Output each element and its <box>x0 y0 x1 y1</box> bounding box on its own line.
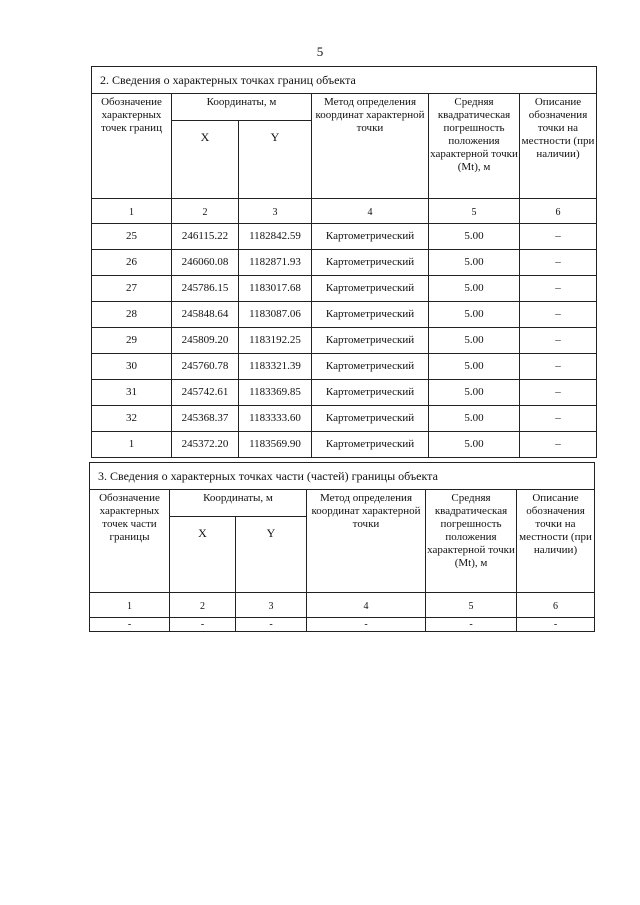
method: Картометрический <box>312 406 429 432</box>
header-x: X <box>170 517 236 593</box>
error-mt: 5.00 <box>429 328 520 354</box>
method: Картометрический <box>312 250 429 276</box>
coord-x: 245368.37 <box>172 406 239 432</box>
description: – <box>520 406 597 432</box>
error-mt: 5.00 <box>429 224 520 250</box>
coord-x: 245742.61 <box>172 380 239 406</box>
method: - <box>307 618 426 632</box>
coord-y: 1183017.68 <box>239 276 312 302</box>
method: Картометрический <box>312 380 429 406</box>
coord-x: 246115.22 <box>172 224 239 250</box>
description: – <box>520 250 597 276</box>
table-row <box>92 302 597 328</box>
error-mt: - <box>426 618 517 632</box>
table-row <box>92 250 597 276</box>
header-method: Метод определения координат характерной точки <box>307 490 426 593</box>
coord-y: 1183192.25 <box>239 328 312 354</box>
column-number: 2 <box>170 593 236 618</box>
point-id: 32 <box>92 406 172 432</box>
error-mt: 5.00 <box>429 250 520 276</box>
header-method: Метод определения координат характерной точки <box>312 94 429 199</box>
table-row <box>92 406 597 432</box>
error-mt: 5.00 <box>429 380 520 406</box>
coord-y: 1183569.90 <box>239 432 312 458</box>
column-numbers-row <box>90 593 595 618</box>
method: Картометрический <box>312 328 429 354</box>
header-description: Описание обозначения точки на местности (при наличии) <box>517 490 595 593</box>
part-boundary-points-table <box>89 462 595 632</box>
description: – <box>520 276 597 302</box>
point-id: 28 <box>92 302 172 328</box>
header-description: Описание обозначения точки на местности (при наличии) <box>520 94 597 199</box>
header-designation: Обозначение характерных точек части границы <box>90 490 170 593</box>
header-y: Y <box>239 121 312 199</box>
table-row <box>92 224 597 250</box>
point-id: 25 <box>92 224 172 250</box>
column-number: 1 <box>92 199 172 224</box>
method: Картометрический <box>312 302 429 328</box>
boundary-points-table <box>91 66 597 458</box>
description: – <box>520 354 597 380</box>
header-coords: Координаты, м <box>172 94 312 121</box>
section-title: 2. Сведения о характерных точках границ объекта <box>92 67 597 94</box>
error-mt: 5.00 <box>429 302 520 328</box>
column-number: 6 <box>517 593 595 618</box>
coord-x: 245372.20 <box>172 432 239 458</box>
column-number: 3 <box>236 593 307 618</box>
column-number: 3 <box>239 199 312 224</box>
coord-x: 245786.15 <box>172 276 239 302</box>
coord-x: 245760.78 <box>172 354 239 380</box>
header-coords: Координаты, м <box>170 490 307 517</box>
description: – <box>520 302 597 328</box>
coord-x: 245848.64 <box>172 302 239 328</box>
coord-x: 246060.08 <box>172 250 239 276</box>
error-mt: 5.00 <box>429 354 520 380</box>
page-number: 5 <box>316 44 324 59</box>
table-row <box>92 354 597 380</box>
point-id: 31 <box>92 380 172 406</box>
column-number: 5 <box>429 199 520 224</box>
column-number: 6 <box>520 199 597 224</box>
coord-y: 1182871.93 <box>239 250 312 276</box>
coord-x: - <box>170 618 236 632</box>
table-row <box>92 432 597 458</box>
coord-y: 1183087.06 <box>239 302 312 328</box>
point-id: 29 <box>92 328 172 354</box>
coord-y: 1183369.85 <box>239 380 312 406</box>
column-number: 4 <box>307 593 426 618</box>
coord-y: 1183333.60 <box>239 406 312 432</box>
coord-y: 1182842.59 <box>239 224 312 250</box>
error-mt: 5.00 <box>429 276 520 302</box>
column-numbers-row <box>92 199 597 224</box>
error-mt: 5.00 <box>429 406 520 432</box>
table-row <box>92 276 597 302</box>
coord-y: - <box>236 618 307 632</box>
point-id: 1 <box>92 432 172 458</box>
coord-x: 245809.20 <box>172 328 239 354</box>
header-x: X <box>172 121 239 199</box>
column-number: 1 <box>90 593 170 618</box>
header-designation: Обозначение характерных точек границ <box>92 94 172 199</box>
point-id: 26 <box>92 250 172 276</box>
column-number: 5 <box>426 593 517 618</box>
header-y: Y <box>236 517 307 593</box>
description: – <box>520 380 597 406</box>
description: – <box>520 432 597 458</box>
method: Картометрический <box>312 224 429 250</box>
coord-y: 1183321.39 <box>239 354 312 380</box>
description: – <box>520 328 597 354</box>
point-id: - <box>90 618 170 632</box>
point-id: 27 <box>92 276 172 302</box>
method: Картометрический <box>312 354 429 380</box>
header-error: Средняя квадратическая погрешность положения характерной точки (Mt), м <box>426 490 517 593</box>
description: - <box>517 618 595 632</box>
section-title: 3. Сведения о характерных точках части (частей) границы объекта <box>90 463 595 490</box>
method: Картометрический <box>312 432 429 458</box>
error-mt: 5.00 <box>429 432 520 458</box>
header-error: Средняя квадратическая погрешность положения характерной точки (Mt), м <box>429 94 520 199</box>
table-row <box>90 618 595 632</box>
table-row <box>92 380 597 406</box>
column-number: 2 <box>172 199 239 224</box>
table-row <box>92 328 597 354</box>
point-id: 30 <box>92 354 172 380</box>
description: – <box>520 224 597 250</box>
method: Картометрический <box>312 276 429 302</box>
column-number: 4 <box>312 199 429 224</box>
